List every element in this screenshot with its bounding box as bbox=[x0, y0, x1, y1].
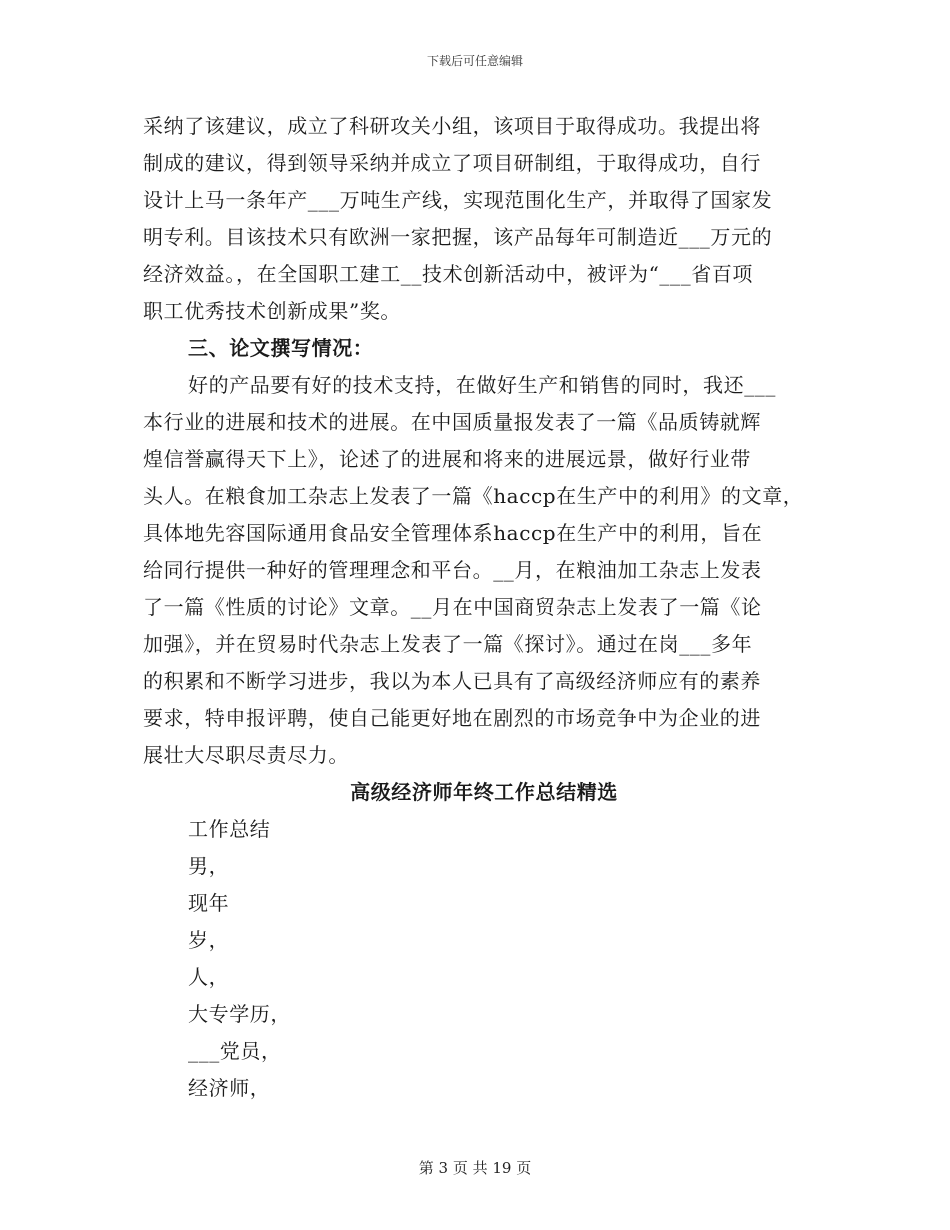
section-heading: 三、论文撰写情况： bbox=[188, 336, 374, 360]
text-line: 职工优秀技术创新成果”奖。 bbox=[143, 299, 402, 323]
text-line: 要求，特申报评聘，使自己能更好地在剧烈的市场竞争中为企业的进 bbox=[143, 706, 761, 730]
text-line: 设计上马一条年产___万吨生产线，实现范围化生产，并取得了国家发 bbox=[143, 188, 773, 212]
text-line: 给同行提供一种好的管理理念和平台。__月，在粮油加工杂志上发表 bbox=[143, 558, 762, 582]
paragraph-2 bbox=[143, 367, 803, 774]
list-item: 人， bbox=[188, 965, 230, 989]
text-line: 具体地先容国际通用食品安全管理体系haccp在生产中的利用，旨在 bbox=[143, 521, 763, 545]
header-note: 下载后可任意编辑 bbox=[426, 54, 523, 68]
text-line: 了一篇《性质的讨论》文章。__月在中国商贸杂志上发表了一篇《论 bbox=[143, 595, 762, 619]
text-line: 头人。在粮食加工杂志上发表了一篇《haccp在生产中的利用》的文章， bbox=[143, 484, 804, 508]
paragraph-1 bbox=[143, 108, 803, 330]
list-item: 经济师， bbox=[188, 1076, 271, 1100]
short-lines bbox=[143, 811, 803, 1107]
document-title: 高级经济师年终工作总结精选 bbox=[350, 780, 618, 804]
list-item: ___党员， bbox=[188, 1039, 282, 1063]
text-line: 明专利。目该技术只有欧洲一家把握，该产品每年可制造近___万元的 bbox=[143, 225, 773, 249]
list-item: 大专学历， bbox=[188, 1002, 291, 1026]
text-line: 采纳了该建议，成立了科研攻关小组，该项目于取得成功。我提出将 bbox=[143, 114, 761, 138]
list-item: 男， bbox=[188, 854, 230, 878]
text-line: 本行业的进展和技术的进展。在中国质量报发表了一篇《品质铸就辉 bbox=[143, 410, 761, 434]
text-line: 的积累和不断学习进步，我以为本人已具有了高级经济师应有的素养 bbox=[143, 669, 761, 693]
text-line: 经济效益。，在全国职工建工__技术创新活动中，被评为“___省百项 bbox=[143, 262, 754, 286]
list-item: 工作总结 bbox=[188, 817, 271, 841]
text-line: 制成的建议，得到领导采纳并成立了项目研制组，于取得成功，自行 bbox=[143, 151, 761, 175]
document-body bbox=[143, 108, 803, 1107]
text-line: 煌信誉赢得天下上》，论述了的进展和将来的进展远景，做好行业带 bbox=[143, 447, 751, 471]
list-item: 岁， bbox=[188, 928, 230, 952]
text-line: 好的产品要有好的技术支持，在做好生产和销售的同时，我还___ bbox=[188, 373, 776, 397]
page-footer: 第 3 页 共 19 页 bbox=[418, 1159, 532, 1177]
text-line: 展壮大尽职尽责尽力。 bbox=[143, 743, 349, 767]
text-line: 加强》，并在贸易时代杂志上发表了一篇《探讨》。通过在岗___多年 bbox=[143, 632, 753, 656]
list-item: 现年 bbox=[188, 891, 230, 915]
